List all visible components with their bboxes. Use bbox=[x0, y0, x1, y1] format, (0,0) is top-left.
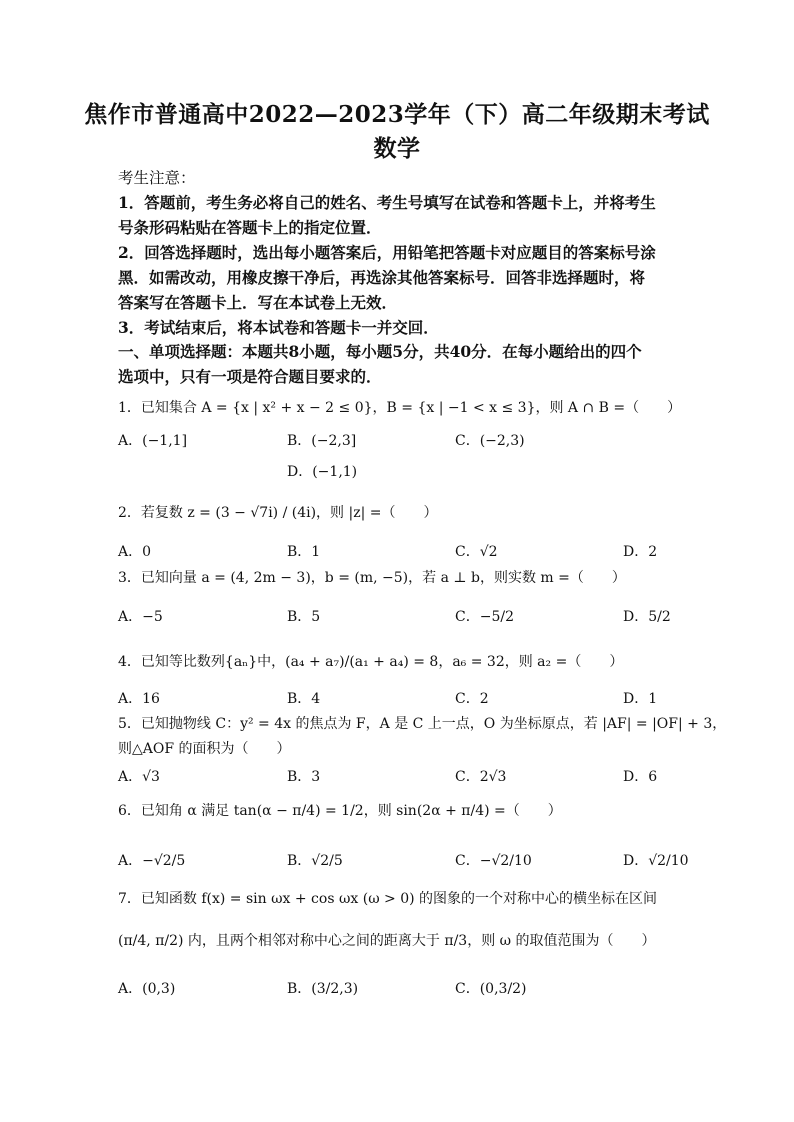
option-a: A．16 bbox=[118, 691, 160, 707]
option-c: C．−√2/10 bbox=[455, 853, 532, 869]
option-b: B．(3/2,3) bbox=[287, 981, 359, 997]
question-stem: 则△AOF 的面积为（ ） bbox=[118, 741, 291, 757]
exam-subject: 数学 bbox=[373, 135, 421, 162]
option-d: D．(−1,1) bbox=[287, 464, 358, 480]
option-d: D．6 bbox=[623, 769, 658, 785]
option-a: A．−5 bbox=[118, 609, 163, 625]
option-b: B．3 bbox=[287, 769, 321, 785]
notice-line: 号条形码粘贴在答题卡上的指定位置． bbox=[118, 218, 382, 237]
question-stem: 6．已知角 α 满足 tan(α − π/4) = 1/2，则 sin(2α + π/4) =（ ） bbox=[118, 803, 562, 819]
exam-title: 焦作市普通高中2022—2023学年（下）高二年级期末考试 bbox=[84, 101, 710, 128]
notice-line: 答案写在答题卡上．写在本试卷上无效． bbox=[118, 293, 398, 312]
question-stem: (π/4, π/2) 内，且两个相邻对称中心之间的距离大于 π/3，则 ω 的取值范围为（ ） bbox=[118, 933, 656, 949]
option-d: D．5/2 bbox=[623, 609, 671, 625]
option-a: A．(−1,1] bbox=[118, 433, 188, 449]
option-b: B．4 bbox=[287, 691, 321, 707]
option-b: B．5 bbox=[287, 609, 321, 625]
option-c: C．(0,3/2) bbox=[455, 981, 527, 997]
question-stem: 7．已知函数 f(x) = sin ωx + cos ωx (ω > 0) 的图象的一个对称中心的横坐标在区间 bbox=[118, 891, 658, 907]
notice-line: 1．答题前，考生务必将自己的姓名、考生号填写在试卷和答题卡上，并将考生 bbox=[118, 193, 656, 212]
option-a: A．√3 bbox=[118, 769, 160, 785]
option-b: B．(−2,3] bbox=[287, 433, 357, 449]
option-c: C．√2 bbox=[455, 544, 498, 560]
question-stem: 5．已知抛物线 C：y² = 4x 的焦点为 F，A 是 C 上一点，O 为坐标原点，若 |AF| = |OF| + 3， bbox=[118, 716, 727, 732]
option-a: A．0 bbox=[118, 544, 152, 560]
section-heading: 选项中，只有一项是符合题目要求的． bbox=[118, 367, 382, 386]
option-a: A．−√2/5 bbox=[118, 853, 186, 869]
option-d: D．2 bbox=[623, 544, 658, 560]
option-c: C．2 bbox=[455, 691, 489, 707]
option-c: C．−5/2 bbox=[455, 609, 514, 625]
question-stem: 4．已知等比数列{aₙ}中，(a₄ + a₇)/(a₁ + a₄) = 8，a₆ = 32，则 a₂ =（ ） bbox=[118, 654, 624, 670]
option-d: D．1 bbox=[623, 691, 658, 707]
option-d: D．√2/10 bbox=[623, 853, 689, 869]
notice-heading: 考生注意： bbox=[118, 169, 196, 187]
question-stem: 1．已知集合 A = {x | x² + x − 2 ≤ 0}，B = {x | −1 < x ≤ 3}，则 A ∩ B =（ ） bbox=[118, 400, 682, 416]
option-b: B．√2/5 bbox=[287, 853, 343, 869]
option-c: C．2√3 bbox=[455, 769, 507, 785]
question-stem: 2．若复数 z = (3 − √7i) / (4i)，则 |z| =（ ） bbox=[118, 505, 438, 521]
section-heading: 一、单项选择题：本题共8小题，每小题5分，共40分．在每小题给出的四个 bbox=[118, 342, 642, 361]
question-stem: 3．已知向量 a = (4, 2m − 3)，b = (m, −5)，若 a ⊥ b，则实数 m =（ ） bbox=[118, 570, 626, 586]
option-a: A．(0,3) bbox=[118, 981, 176, 997]
option-c: C．(−2,3) bbox=[455, 433, 525, 449]
notice-line: 3．考试结束后，将本试卷和答题卡一并交回． bbox=[118, 318, 439, 337]
option-b: B．1 bbox=[287, 544, 321, 560]
notice-line: 黑．如需改动，用橡皮擦干净后，再选涂其他答案标号．回答非选择题时，将 bbox=[118, 268, 646, 287]
notice-line: 2．回答选择题时，选出每小题答案后，用铅笔把答题卡对应题目的答案标号涂 bbox=[118, 243, 656, 262]
